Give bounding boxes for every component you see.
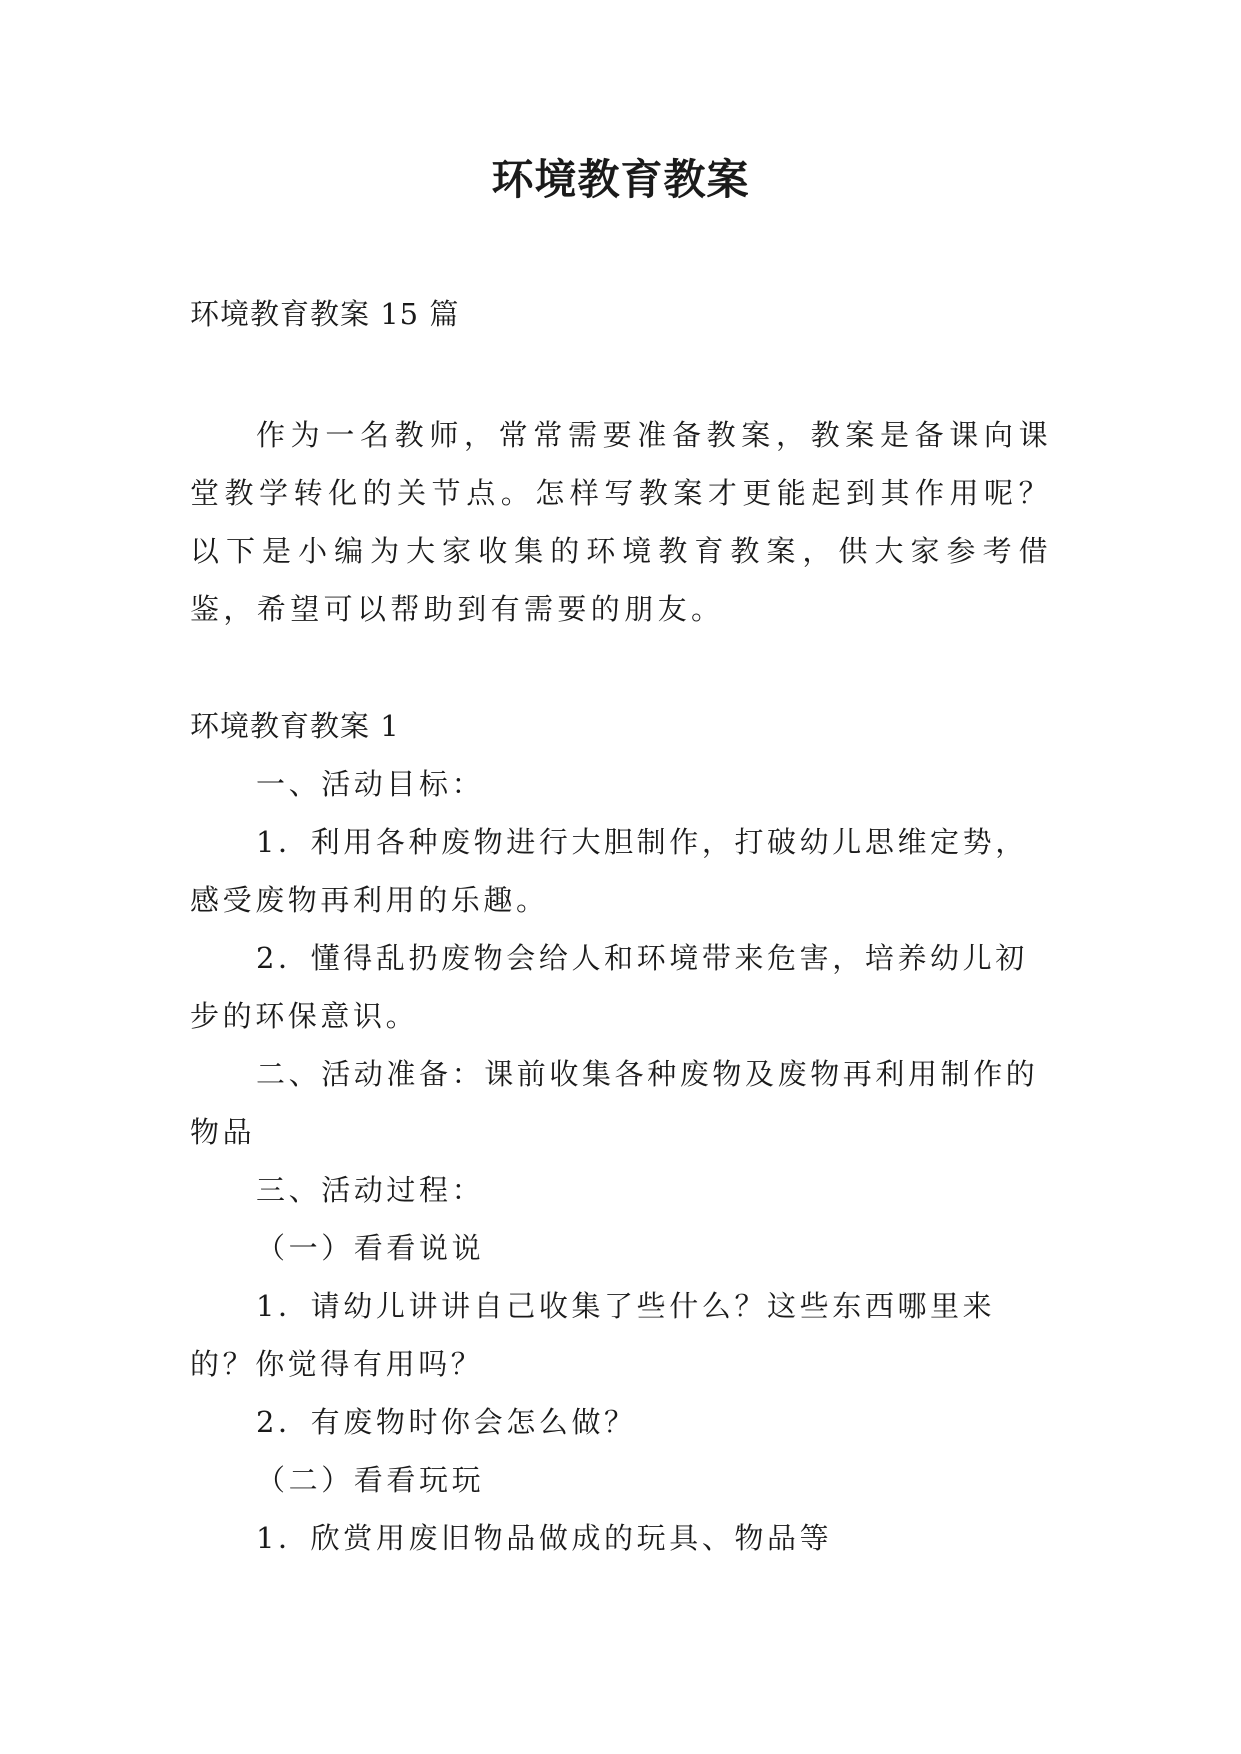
paragraph: 二、活动准备：课前收集各种废物及废物再利用制作的物品 xyxy=(190,1057,1039,1149)
paragraph: 一、活动目标： xyxy=(256,767,485,801)
intro-paragraph: 作为一名教师，常常需要准备教案，教案是备课向课堂教学转化的关节点。怎样写教案才更能起到其作用呢？以下是小编为大家收集的环境教育教案，供大家参考借鉴，希望可以帮助到有需要的朋友。 xyxy=(190,418,1052,626)
document-subtitle: 环境教育教案 15 篇 xyxy=(190,297,460,331)
paragraph: （一）看看说说 xyxy=(256,1231,485,1265)
document-title: 环境教育教案 xyxy=(491,155,750,204)
paragraph: （二）看看玩玩 xyxy=(256,1463,485,1497)
paragraph: 1．请幼儿讲讲自己收集了些什么？这些东西哪里来的？你觉得有用吗？ xyxy=(190,1289,996,1381)
paragraph: 三、活动过程： xyxy=(256,1173,485,1207)
lesson-body xyxy=(190,697,1060,1567)
paragraph: 1．利用各种废物进行大胆制作，打破幼儿思维定势，感受废物再利用的乐趣。 xyxy=(190,825,1028,917)
paragraph: 2．懂得乱扔废物会给人和环境带来危害，培养幼儿初步的环保意识。 xyxy=(190,941,1028,1033)
paragraph: 1．欣赏用废旧物品做成的玩具、物品等 xyxy=(256,1521,833,1555)
section-heading: 环境教育教案 1 xyxy=(190,709,400,743)
paragraph: 2．有废物时你会怎么做？ xyxy=(256,1405,637,1439)
